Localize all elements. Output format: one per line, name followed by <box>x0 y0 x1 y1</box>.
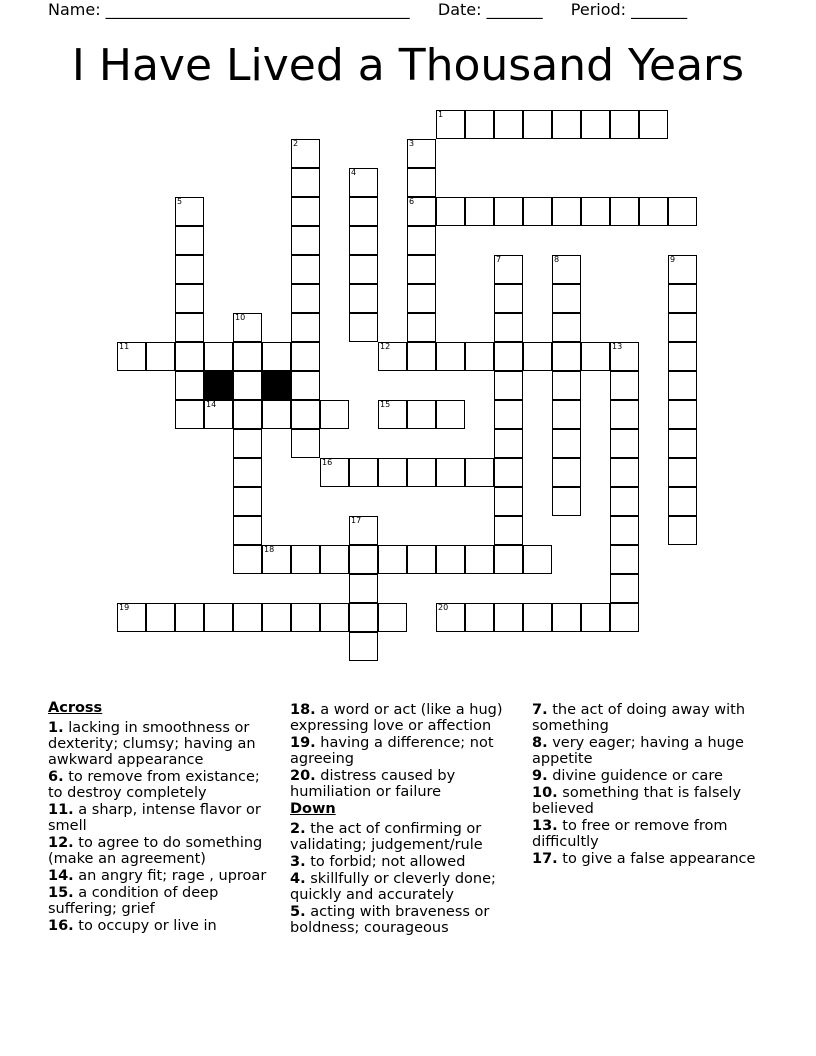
black-square <box>262 371 291 400</box>
answer-square[interactable] <box>668 516 697 545</box>
clue-down: 5. acting with braveness or boldness; courageous <box>290 904 490 936</box>
answer-square[interactable] <box>436 342 465 371</box>
clue-across: 16. to occupy or live in <box>48 918 217 934</box>
answer-square[interactable] <box>291 255 320 284</box>
clue-number: 4 <box>351 168 357 177</box>
answer-square[interactable] <box>552 342 581 371</box>
answer-square[interactable] <box>552 110 581 139</box>
answer-square[interactable] <box>233 400 262 429</box>
clue-down: 8. very eager; having a huge appetite <box>532 735 744 767</box>
answer-square[interactable] <box>175 284 204 313</box>
answer-square[interactable] <box>349 313 378 342</box>
answer-square[interactable] <box>494 458 523 487</box>
clues-column-3 <box>532 702 772 868</box>
answer-square[interactable] <box>407 168 436 197</box>
answer-square[interactable] <box>233 371 262 400</box>
answer-square[interactable] <box>668 487 697 516</box>
answer-square[interactable] <box>552 197 581 226</box>
answer-square[interactable] <box>291 313 320 342</box>
answer-square[interactable] <box>407 197 436 226</box>
clue-across: 12. to agree to do something (make an agreement) <box>48 835 263 867</box>
answer-square[interactable] <box>407 545 436 574</box>
answer-square[interactable] <box>291 545 320 574</box>
answer-square[interactable] <box>581 603 610 632</box>
answer-square[interactable] <box>494 603 523 632</box>
answer-square[interactable] <box>407 313 436 342</box>
answer-square[interactable] <box>494 516 523 545</box>
answer-square[interactable] <box>262 545 291 574</box>
answer-square[interactable] <box>494 110 523 139</box>
answer-square[interactable] <box>552 313 581 342</box>
clue-number: 13 <box>612 342 623 351</box>
answer-square[interactable] <box>233 603 262 632</box>
answer-square[interactable] <box>494 429 523 458</box>
answer-square[interactable] <box>610 516 639 545</box>
answer-square[interactable] <box>407 458 436 487</box>
answer-square[interactable] <box>349 255 378 284</box>
answer-square[interactable] <box>320 603 349 632</box>
answer-square[interactable] <box>233 342 262 371</box>
answer-square[interactable] <box>117 603 146 632</box>
answer-square[interactable] <box>552 429 581 458</box>
clue-number: 10 <box>235 313 246 322</box>
answer-square[interactable] <box>233 545 262 574</box>
answer-square[interactable] <box>175 255 204 284</box>
name-field-label: Name: ______________________________________ <box>48 0 410 19</box>
answer-square[interactable] <box>349 516 378 545</box>
answer-square[interactable] <box>291 342 320 371</box>
answer-square[interactable] <box>639 197 668 226</box>
answer-square[interactable] <box>349 168 378 197</box>
answer-square[interactable] <box>407 400 436 429</box>
clue-number: 3 <box>409 139 415 148</box>
answer-square[interactable] <box>320 400 349 429</box>
answer-square[interactable] <box>233 458 262 487</box>
clue-number: 2 <box>293 139 299 148</box>
clue-number: 14 <box>206 400 217 409</box>
answer-square[interactable] <box>378 342 407 371</box>
answer-square[interactable] <box>291 168 320 197</box>
answer-square[interactable] <box>175 342 204 371</box>
answer-square[interactable] <box>668 342 697 371</box>
answer-square[interactable] <box>117 342 146 371</box>
clue-across: 19. having a difference; not agreeing <box>290 735 494 767</box>
answer-square[interactable] <box>378 545 407 574</box>
clue-down: 13. to free or remove from difficultly <box>532 818 728 850</box>
answer-square[interactable] <box>378 458 407 487</box>
answer-square[interactable] <box>552 284 581 313</box>
clue-down: 10. something that is falsely believed <box>532 785 742 817</box>
answer-square[interactable] <box>639 110 668 139</box>
answer-square[interactable] <box>610 487 639 516</box>
answer-square[interactable] <box>494 371 523 400</box>
answer-square[interactable] <box>320 545 349 574</box>
answer-square[interactable] <box>349 545 378 574</box>
clue-number: 7 <box>496 255 502 264</box>
answer-square[interactable] <box>465 603 494 632</box>
answer-square[interactable] <box>233 429 262 458</box>
answer-square[interactable] <box>668 197 697 226</box>
answer-square[interactable] <box>349 632 378 661</box>
answer-square[interactable] <box>349 458 378 487</box>
answer-square[interactable] <box>436 603 465 632</box>
clue-number: 17 <box>351 516 362 525</box>
answer-square[interactable] <box>610 574 639 603</box>
down-heading: Down <box>290 801 336 817</box>
answer-square[interactable] <box>378 603 407 632</box>
clues-column-1 <box>48 700 278 935</box>
answer-square[interactable] <box>552 458 581 487</box>
answer-square[interactable] <box>523 197 552 226</box>
answer-square[interactable] <box>581 342 610 371</box>
answer-square[interactable] <box>494 342 523 371</box>
clue-number: 12 <box>380 342 391 351</box>
answer-square[interactable] <box>175 371 204 400</box>
answer-square[interactable] <box>291 603 320 632</box>
clue-across: 18. a word or act (like a hug) expressing love or affection <box>290 702 503 734</box>
clue-down: 17. to give a false appearance <box>532 851 756 867</box>
answer-square[interactable] <box>494 313 523 342</box>
clues-column-2 <box>290 702 520 937</box>
answer-square[interactable] <box>262 342 291 371</box>
answer-square[interactable] <box>610 342 639 371</box>
clue-across: 11. a sharp, intense flavor or smell <box>48 802 261 834</box>
answer-square[interactable] <box>523 603 552 632</box>
answer-square[interactable] <box>436 197 465 226</box>
answer-square[interactable] <box>610 110 639 139</box>
answer-square[interactable] <box>233 516 262 545</box>
answer-square[interactable] <box>204 342 233 371</box>
answer-square[interactable] <box>436 110 465 139</box>
clue-across: 14. an angry fit; rage , uproar <box>48 868 267 884</box>
answer-square[interactable] <box>610 458 639 487</box>
period-field-label: Period: _______ <box>570 0 688 19</box>
answer-square[interactable] <box>552 603 581 632</box>
answer-square[interactable] <box>668 255 697 284</box>
answer-square[interactable] <box>610 545 639 574</box>
answer-square[interactable] <box>407 139 436 168</box>
answer-square[interactable] <box>494 400 523 429</box>
answer-square[interactable] <box>175 226 204 255</box>
answer-square[interactable] <box>436 545 465 574</box>
answer-square[interactable] <box>465 342 494 371</box>
answer-square[interactable] <box>465 545 494 574</box>
answer-square[interactable] <box>668 371 697 400</box>
answer-square[interactable] <box>552 371 581 400</box>
answer-square[interactable] <box>610 429 639 458</box>
answer-square[interactable] <box>610 371 639 400</box>
answer-square[interactable] <box>668 400 697 429</box>
clue-number: 8 <box>554 255 560 264</box>
answer-square[interactable] <box>494 197 523 226</box>
answer-square[interactable] <box>146 342 175 371</box>
answer-square[interactable] <box>523 110 552 139</box>
answer-square[interactable] <box>494 284 523 313</box>
answer-square[interactable] <box>349 574 378 603</box>
answer-square[interactable] <box>262 400 291 429</box>
answer-square[interactable] <box>494 545 523 574</box>
answer-square[interactable] <box>378 400 407 429</box>
answer-square[interactable] <box>465 458 494 487</box>
answer-square[interactable] <box>291 371 320 400</box>
answer-square[interactable] <box>407 226 436 255</box>
clue-number: 1 <box>438 110 444 119</box>
answer-square[interactable] <box>552 255 581 284</box>
answer-square[interactable] <box>407 255 436 284</box>
answer-square[interactable] <box>262 603 291 632</box>
answer-square[interactable] <box>436 458 465 487</box>
answer-square[interactable] <box>668 458 697 487</box>
answer-square[interactable] <box>349 284 378 313</box>
date-field-label: Date: _______ <box>437 0 543 19</box>
clue-number: 6 <box>409 197 415 206</box>
answer-square[interactable] <box>349 603 378 632</box>
answer-square[interactable] <box>349 197 378 226</box>
answer-square[interactable] <box>291 400 320 429</box>
clue-number: 9 <box>670 255 676 264</box>
answer-square[interactable] <box>407 342 436 371</box>
clue-across: 6. to remove from existance; to destroy completely <box>48 769 260 801</box>
answer-square[interactable] <box>552 400 581 429</box>
puzzle-title: I Have Lived a Thousand Years <box>71 40 745 91</box>
clue-number: 5 <box>177 197 183 206</box>
answer-square[interactable] <box>291 226 320 255</box>
answer-square[interactable] <box>204 400 233 429</box>
answer-square[interactable] <box>291 284 320 313</box>
clue-down: 7. the act of doing away with something <box>532 702 746 734</box>
clue-across: 20. distress caused by humiliation or failure <box>290 768 456 800</box>
answer-square[interactable] <box>581 110 610 139</box>
answer-square[interactable] <box>291 429 320 458</box>
answer-square[interactable] <box>610 400 639 429</box>
answer-square[interactable] <box>494 255 523 284</box>
answer-square[interactable] <box>349 226 378 255</box>
answer-square[interactable] <box>552 487 581 516</box>
answer-square[interactable] <box>494 487 523 516</box>
clue-down: 9. divine guidence or care <box>532 768 723 784</box>
clue-number: 15 <box>380 400 391 409</box>
answer-square[interactable] <box>610 603 639 632</box>
clue-down: 4. skillfully or cleverly done; quickly and accurately <box>290 871 496 903</box>
answer-square[interactable] <box>407 284 436 313</box>
answer-square[interactable] <box>436 400 465 429</box>
black-square <box>204 371 233 400</box>
clue-down: 3. to forbid; not allowed <box>290 854 466 870</box>
answer-square[interactable] <box>320 458 349 487</box>
clue-number: 20 <box>438 603 449 612</box>
answer-square[interactable] <box>668 313 697 342</box>
answer-square[interactable] <box>523 545 552 574</box>
across-heading: Across <box>48 700 103 716</box>
answer-square[interactable] <box>175 313 204 342</box>
answer-square[interactable] <box>610 197 639 226</box>
clue-number: 19 <box>119 603 130 612</box>
answer-square[interactable] <box>233 487 262 516</box>
answer-square[interactable] <box>581 197 610 226</box>
answer-square[interactable] <box>233 313 262 342</box>
answer-square[interactable] <box>204 603 233 632</box>
answer-square[interactable] <box>291 197 320 226</box>
answer-square[interactable] <box>175 400 204 429</box>
answer-square[interactable] <box>668 429 697 458</box>
answer-square[interactable] <box>291 139 320 168</box>
answer-square[interactable] <box>465 110 494 139</box>
clue-number: 18 <box>264 545 275 554</box>
clue-across: 1. lacking in smoothness or dexterity; clumsy; having an awkward appearance <box>48 720 256 768</box>
clue-across: 15. a condition of deep suffering; grief <box>48 885 219 917</box>
answer-square[interactable] <box>175 197 204 226</box>
answer-square[interactable] <box>668 284 697 313</box>
answer-square[interactable] <box>175 603 204 632</box>
clue-number: 16 <box>322 458 333 467</box>
clue-number: 11 <box>119 342 130 351</box>
answer-square[interactable] <box>465 197 494 226</box>
clue-down: 2. the act of confirming or validating; judgement/rule <box>290 821 483 853</box>
answer-square[interactable] <box>523 342 552 371</box>
answer-square[interactable] <box>146 603 175 632</box>
